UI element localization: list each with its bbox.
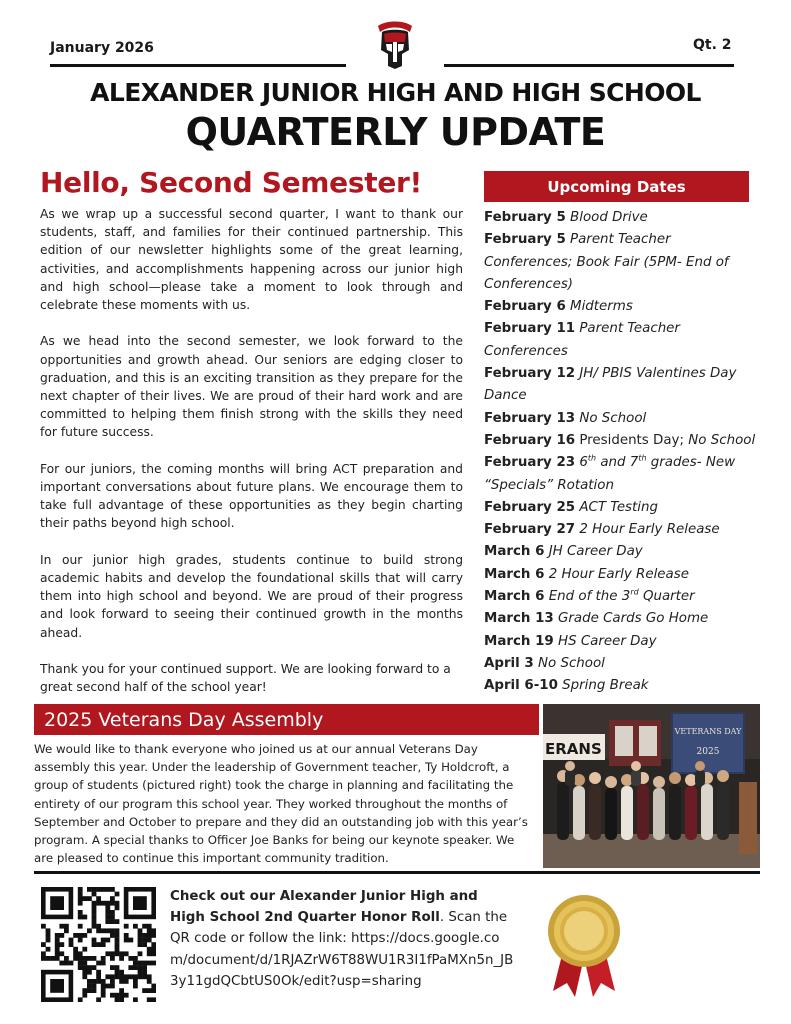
date-label: February 11 xyxy=(484,321,576,337)
event-label: HS Career Day xyxy=(558,633,657,649)
school-name: ALEXANDER JUNIOR HIGH AND HIGH SCHOOL xyxy=(90,78,701,107)
date-item xyxy=(484,452,759,497)
date-label: February 23 xyxy=(484,455,576,471)
date-item xyxy=(484,229,759,296)
event-text: Quarter xyxy=(638,589,695,605)
date-item xyxy=(484,541,759,563)
letter-paragraph: For our juniors, the coming months will bring ACT preparation and important conversations about future plans. We encourage them to take full advantage of these opportunities as they begin charting their paths beyond high school. xyxy=(40,461,463,531)
award-ribbon-icon xyxy=(545,893,623,999)
date-item xyxy=(484,608,759,630)
honor-roll-qr-code[interactable] xyxy=(41,887,156,1002)
event-label xyxy=(549,589,695,604)
event-label: Grade Cards Go Home xyxy=(558,611,709,627)
date-label: April 3 xyxy=(484,655,534,671)
ordinal-suffix: th xyxy=(587,453,597,463)
assembly-photo-illustration xyxy=(543,704,760,868)
date-item xyxy=(484,207,759,229)
veterans-assembly-photo xyxy=(543,704,760,868)
event-text: 6 xyxy=(579,455,588,471)
upcoming-dates-list xyxy=(484,207,759,698)
letter-paragraph: As we wrap up a successful second quarter, I want to thank our students, staff, and families for their continued partnership. This edition of our newsletter highlights some of the great learning, activities, and accomplishments happening across our junior high and high school—please take a moment to look through and celebrate these moments with us. xyxy=(40,207,463,313)
letter-paragraph: Thank you for your continued support. We are looking forward to a great second half of the school year! xyxy=(40,662,451,695)
section-divider xyxy=(34,871,760,874)
ordinal-suffix: rd xyxy=(630,587,639,597)
date-item xyxy=(484,653,759,675)
veterans-day-text: We would like to thank everyone who joined us at our annual Veterans Day assembly this year. Under the leadership of Government teacher, Ty Holdcroft, a group of students (pictured right) took the charge in planning and facilitating the entirety of our program this school year. They worked throughout the months of September and October to prepare and they did an outstanding job with this year’s program. A special thanks to Officer Joe Banks for being our keynote speaker. We are pleased to continue this important community tradition. xyxy=(34,742,528,866)
event-text: End of the 3 xyxy=(548,589,631,605)
event-label: Spring Break xyxy=(562,678,649,694)
date-label: February 13 xyxy=(484,410,576,426)
photo-banner-text: ERANS xyxy=(545,740,602,758)
event-label: 2 Hour Early Release xyxy=(548,566,689,582)
honor-roll-link[interactable]: https://docs.google.com/document/d/1RJAZrW6T88WU1R3I1fPaMXn5n_JB3y11gdQCbtUS0Ok/edit?usp=sharing xyxy=(170,931,514,989)
date-item xyxy=(484,586,759,608)
ordinal-suffix: th xyxy=(638,453,647,463)
event-label: Midterms xyxy=(570,299,633,315)
event-label-plain: Presidents Day; xyxy=(579,432,684,448)
date-label: March 19 xyxy=(484,633,554,649)
letter-heading: Hello, Second Semester! xyxy=(40,166,422,199)
date-item xyxy=(484,296,759,318)
event-label: No School xyxy=(579,410,647,426)
date-label: March 13 xyxy=(484,611,554,627)
event-text: and 7 xyxy=(596,455,639,471)
date-item xyxy=(484,564,759,586)
date-label: April 6-10 xyxy=(484,678,558,694)
event-label: JH/ PBIS Valentines Day Dance xyxy=(484,366,737,404)
honor-roll-callout xyxy=(170,886,515,992)
header-rule-left xyxy=(50,64,346,67)
date-label: February 25 xyxy=(484,499,576,515)
event-text: grades- New “Specials” Rotation xyxy=(484,455,736,493)
event-label: No School xyxy=(688,432,756,448)
event-label: No School xyxy=(537,655,605,671)
event-label: 2 Hour Early Release xyxy=(579,522,720,538)
date-label: March 6 xyxy=(484,544,545,560)
date-item xyxy=(484,363,759,408)
date-label: February 6 xyxy=(484,299,566,315)
honor-roll-bold-text: Check out our Alexander Junior High and High School 2nd Quarter Honor Roll xyxy=(170,889,478,926)
honor-roll-text: . Scan the QR code or follow the link: xyxy=(170,910,508,947)
spartan-helmet-logo xyxy=(372,20,418,70)
date-item xyxy=(484,519,759,541)
event-label: Parent Teacher Conferences xyxy=(484,321,680,359)
newsletter-title: QUARTERLY UPDATE xyxy=(185,110,606,154)
event-label: ACT Testing xyxy=(579,499,658,515)
event-label: JH Career Day xyxy=(548,544,643,560)
letter-paragraph: As we head into the second semester, we look forward to the opportunities and growth ahead. Our seniors are edging closer to graduation, and this is an exciting transition as they prepare for the next chapter of their lives. We are proud of their hard work and are committed to helping them finish strong with the skills they need for future success. xyxy=(40,334,463,440)
date-item xyxy=(484,675,759,697)
date-label: March 6 xyxy=(484,566,545,582)
principal-letter xyxy=(40,205,463,715)
upcoming-dates-header: Upcoming Dates xyxy=(484,171,749,202)
newsletter-date: January 2026 xyxy=(50,40,154,56)
event-label: Blood Drive xyxy=(570,210,648,225)
date-label: February 5 xyxy=(484,210,566,225)
letter-paragraph: In our junior high grades, students continue to build strong academic habits and develop the foundational skills that will carry them into high school and beyond. We are proud of their progress and look forward to seeing their continued growth in the months ahead. xyxy=(40,552,463,640)
date-item xyxy=(484,497,759,519)
date-item xyxy=(484,430,759,452)
date-item xyxy=(484,318,759,363)
photo-screen-title: VETERANS DAY xyxy=(674,727,742,736)
date-label: March 6 xyxy=(484,589,545,605)
date-item xyxy=(484,631,759,653)
veterans-day-header: 2025 Veterans Day Assembly xyxy=(34,704,539,735)
date-item xyxy=(484,408,759,430)
quarter-label: Qt. 2 xyxy=(693,37,732,53)
event-label: Parent Teacher Conferences; Book Fair (5PM- End of Conferences) xyxy=(484,232,729,292)
header-rule-right xyxy=(444,64,734,67)
date-label: February 27 xyxy=(484,522,576,538)
date-label: February 12 xyxy=(484,366,576,382)
date-label: February 5 xyxy=(484,232,566,248)
date-label: February 16 xyxy=(484,432,576,448)
photo-screen-year: 2025 xyxy=(696,747,720,757)
